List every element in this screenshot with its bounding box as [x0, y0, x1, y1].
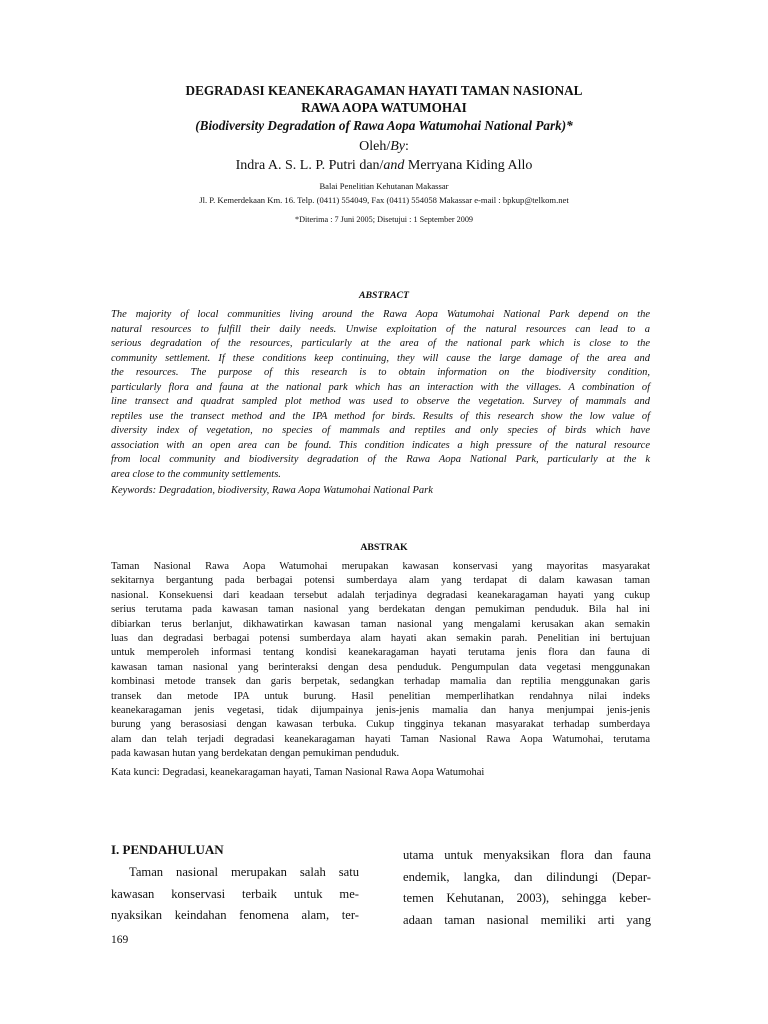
abstract-line: reptiles use the transect method and the IPA method for birds. Results of this research show the low value of: [111, 410, 650, 422]
abstract-line: line transect and quadrat sampled plot method was used to observe the vegetation. Survey of mammals and: [111, 396, 650, 407]
introduction-right-line: adaan taman nasional memiliki arti yang: [403, 912, 651, 927]
abstract-line: serious degradation of the resources, particularly at the area of the national park which is close to the: [111, 338, 650, 349]
by-line: Oleh/By:: [359, 139, 409, 154]
page-number: 169: [111, 934, 129, 946]
abstract-line: association with an open area can be found. This condition indicates a high pressure of the natural resource: [111, 439, 650, 451]
abstrak-heading: ABSTRAK: [360, 542, 408, 553]
introduction-left-line: nyaksikan keindahan fenomena alam, ter-: [111, 908, 359, 922]
institution: Balai Penelitian Kehutanan Makassar: [319, 181, 449, 191]
abstrak-line: burung yang berasosiasi dengan kawasan terbuka. Cukup tingginya tekanan masyarakat terhadap sumberdaya: [111, 719, 650, 731]
abstrak-line: keanekaragaman jenis vegetasi, tidak dijumpainya jenis-jenis mamalia dan hanya menjumpai jenis-jenis: [111, 705, 650, 716]
abstrak-line: kombinasi metode transek dan garis berpetak, sedangkan terhadap mamalia dan reptilia menggunakan garis: [111, 676, 650, 688]
abstract-line: from local community and biodiversity degradation of the Rawa Aopa National Park, particularly at the k: [111, 454, 650, 465]
english-title: (Biodiversity Degradation of Rawa Aopa Watumohai National Park)*: [195, 118, 573, 133]
abstrak-line: alam dan telah terjadi degradasi keanekaragaman hayati Taman Nasional Rawa Aopa Watumohai, terutama: [111, 733, 650, 745]
address: Jl. P. Kemerdekaan Km. 16. Telp. (0411) 554049, Fax (0411) 554058 Makassar e-mail : bpkup@telkom.net: [199, 195, 569, 205]
abstrak-line: sekitarnya bergantung pada berbagai potensi sumberdaya alam yang terdapat di dalam kawasan taman: [111, 575, 650, 587]
abstrak-line: Taman Nasional Rawa Aopa Watumohai merupakan kawasan konservasi yang mayoritas masyarakat: [111, 561, 650, 572]
abstrak-line: pada kawasan hutan yang berdekatan dengan pemukiman penduduk.: [111, 748, 400, 760]
abstrak-line: serius terutama pada kawasan taman nasional yang berdekatan dengan pemukiman penduduk. Bila hal ini: [111, 604, 650, 616]
abstrak-line: transek dan metode IPA untuk burung. Hasil penelitian memperlihatkan rendahnya nilai indeks: [111, 690, 650, 702]
introduction-left-line: Taman nasional merupakan salah satu: [129, 865, 359, 879]
authors: Indra A. S. L. P. Putri dan/and Merryana Kiding Allo: [235, 158, 533, 173]
introduction-left-line: kawasan konservasi terbaik untuk me-: [111, 886, 359, 901]
abstract-line: The majority of local communities living around the Rawa Aopa Watumohai National Park depend on the: [111, 309, 650, 320]
abstract-line: particularly flora and fauna at the national park which has an interaction with the villages. A combination of: [111, 381, 650, 393]
introduction-right-line: temen Kehutanan, 2003), sehingga keber-: [403, 891, 651, 905]
abstract-line: area close to the community settlements.: [111, 468, 281, 480]
received-date: *Diterima : 7 Juni 2005; Disetujui : 1 September 2009: [294, 215, 474, 224]
introduction-right-line: utama untuk menyaksikan flora dan fauna: [403, 848, 651, 862]
abstrak-line: nasional. Konsekuensi dari keadaan tersebut adalah terjadinya degradasi keanekaragaman hayati yang cukup: [111, 589, 650, 601]
abstrak-line: luas dan degradasi berbagai potensi sumberdaya alam hayati akan semakin parah. Penelitian ini bertujuan: [111, 633, 650, 644]
abstract-line: diversity index of vegetation, no species of mammals and reptiles and only species of birds which have: [111, 425, 650, 436]
abstrak-line: kawasan taman nasional yang berinteraksi dengan desa penduduk. Pengumpulan data vegetasi menggunakan: [111, 661, 650, 673]
abstract-line: natural resources to fulfill their daily needs. Unwise exploitation of the natural resources can lead to a: [111, 323, 650, 335]
abstrak-keywords: Kata kunci: Degradasi, keanekaragaman hayati, Taman Nasional Rawa Aopa Watumohai: [111, 767, 485, 778]
abstrak-line: dibiarkan terus berlanjut, dikhawatirkan kawasan taman nasional yang mengalami kerusakan akan semakin: [111, 618, 650, 630]
abstract-line: the resources. The purpose of this research is to obtain information on the biodiversity condition,: [111, 367, 650, 378]
abstract-heading: ABSTRACT: [358, 290, 410, 301]
section-heading-introduction: I. PENDAHULUAN: [111, 842, 224, 857]
abstract-keywords: Keywords: Degradation, biodiversity, Rawa Aopa Watumohai National Park: [111, 485, 433, 496]
abstract-line: community settlement. If these conditions keep continuing, they will cause the large damage of the area and: [111, 352, 650, 364]
abstrak-line: untuk memperoleh informasi tentang kondisi keanekaragaman hayati terutama jenis flora dan fauna di: [111, 647, 650, 659]
introduction-right-line: endemik, langka, dan dilindungi (Depar-: [403, 869, 651, 884]
title-line-1: DEGRADASI KEANEKARAGAMAN HAYATI TAMAN NASIONAL: [185, 83, 583, 98]
title-line-2: RAWA AOPA WATUMOHAI: [301, 100, 467, 115]
